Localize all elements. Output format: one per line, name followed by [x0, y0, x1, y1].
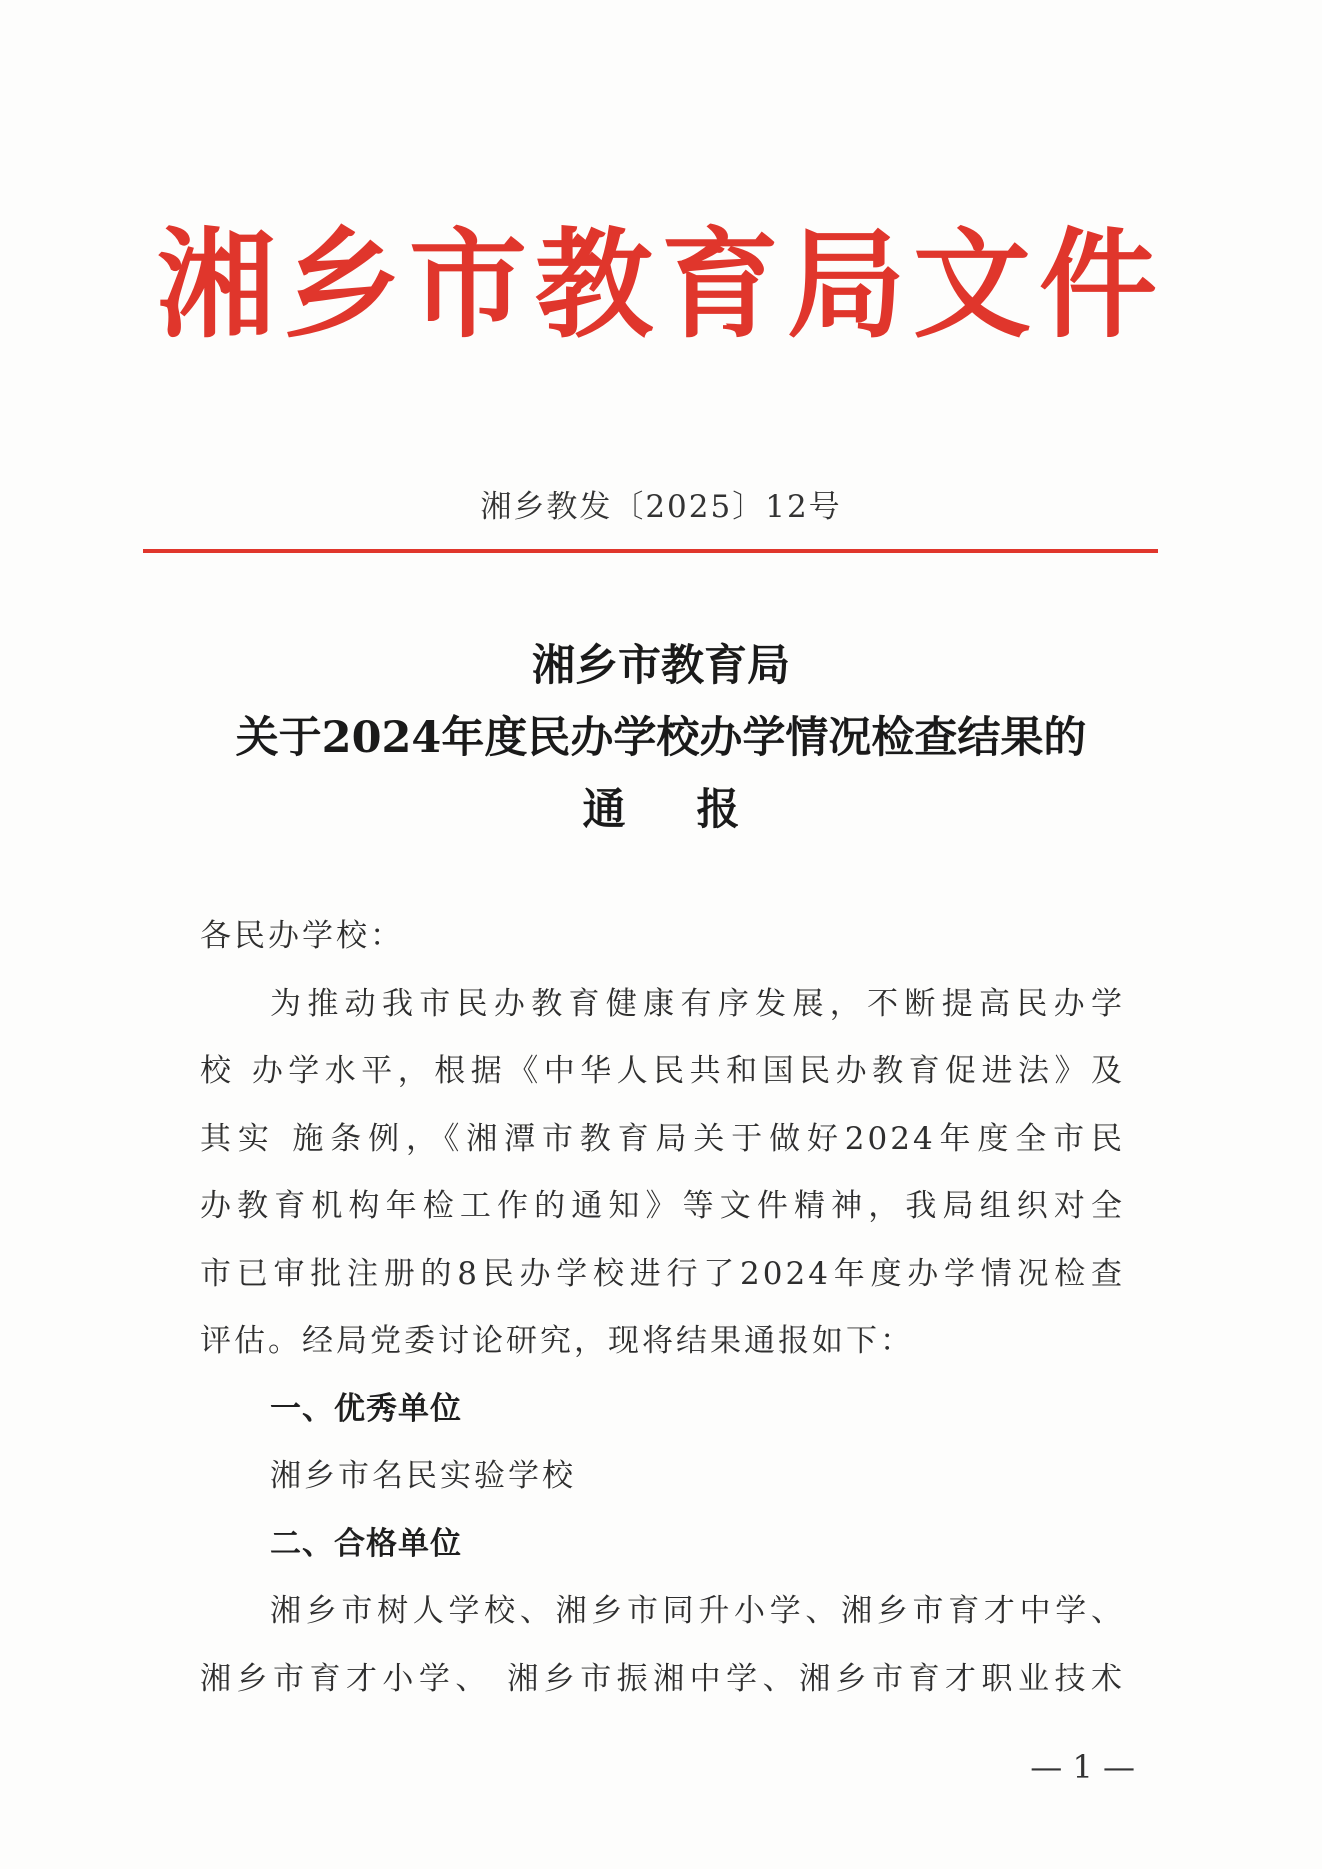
- paragraph-line: 评估。经局党委讨论研究，现将结果通报如下：: [200, 1323, 914, 1359]
- paragraph-line: 为推动我市民办教育健康有序发展，不断提高民办学: [270, 985, 1125, 1022]
- page-number: — 1 —: [1030, 1748, 1135, 1786]
- document-masthead: 湘乡市教育局文件: [156, 216, 1165, 354]
- title-type: 通 报: [582, 785, 768, 835]
- paragraph-line: 市已审批注册的8民办学校进行了2024年度办学情况检查: [200, 1255, 1125, 1292]
- title-issuer: 湘乡市教育局: [532, 641, 790, 691]
- document-body: [200, 903, 1125, 1713]
- qualified-unit-line: 湘乡市树人学校、湘乡市同升小学、湘乡市育才中学、: [270, 1593, 1125, 1629]
- red-divider-line: [143, 549, 1158, 553]
- section-heading-qualified: 二、合格单位: [270, 1525, 462, 1562]
- document-title: [0, 630, 1322, 846]
- paragraph-line: 其实 施条例，《湘潭市教育局关于做好2024年度全市民: [200, 1120, 1125, 1157]
- excellent-unit-list: 湘乡市名民实验学校: [270, 1458, 576, 1494]
- section-qualified: [200, 1511, 1125, 1714]
- salutation: [200, 903, 1125, 971]
- paragraph-line: 校 办学水平，根据《中华人民共和国民办教育促进法》及: [200, 1053, 1125, 1089]
- document-number: 湘乡教发〔2025〕12号: [480, 489, 842, 525]
- title-subject: 关于2024年度民办学校办学情况检查结果的: [235, 713, 1087, 763]
- paragraph-line: 办教育机构年检工作的通知》等文件精神，我局组织对全: [200, 1188, 1125, 1224]
- section-excellent: [200, 1376, 1125, 1511]
- qualified-unit-line: 湘乡市育才小学、 湘乡市振湘中学、湘乡市育才职业技术: [200, 1660, 1125, 1697]
- salutation-text: 各民办学校：: [200, 918, 404, 954]
- section-heading-excellent: 一、优秀单位: [270, 1390, 462, 1427]
- intro-paragraph: [200, 971, 1125, 1376]
